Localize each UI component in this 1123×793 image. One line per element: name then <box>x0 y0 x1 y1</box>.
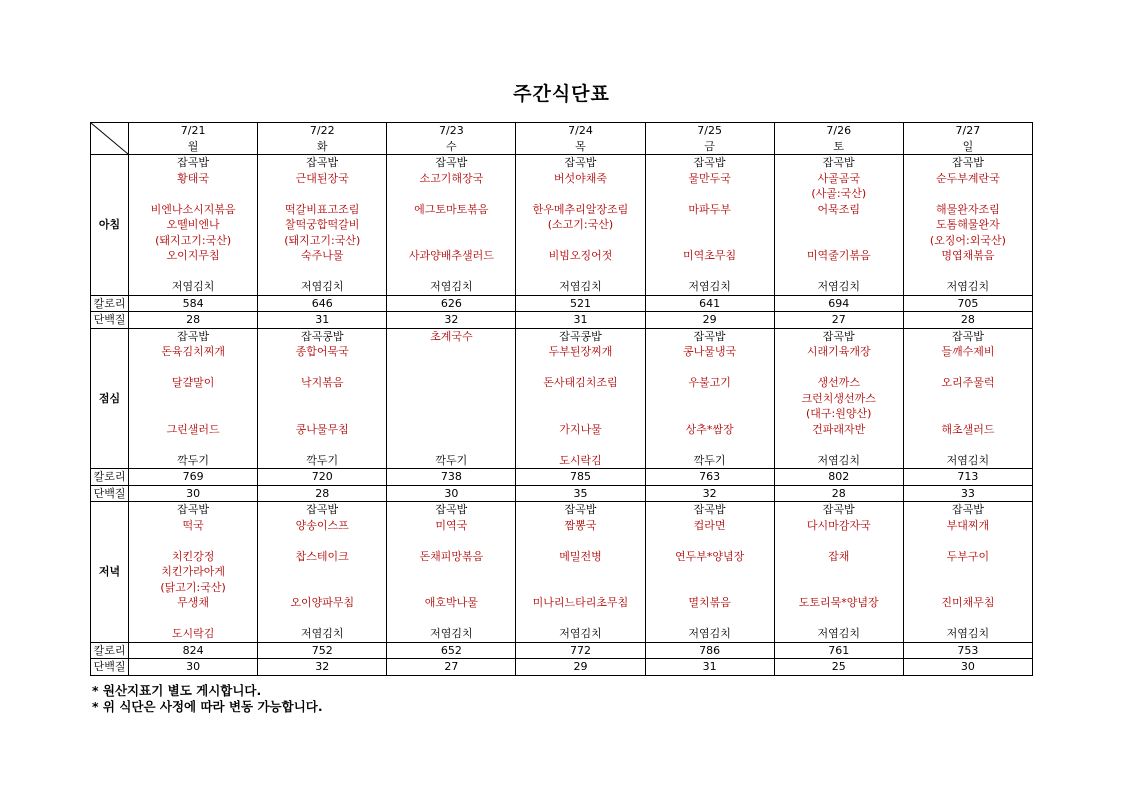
menu-item: 도시락김 <box>559 453 602 467</box>
protein-value: 32 <box>258 659 387 676</box>
menu-item <box>775 233 903 249</box>
menu-item: 근대된장국 <box>295 171 349 185</box>
menu-item <box>516 233 644 249</box>
meal-label: 점심 <box>91 328 129 469</box>
footnotes <box>92 683 323 715</box>
menu-item: 미역줄기볶음 <box>806 249 871 262</box>
menu-item: 잡곡밥 <box>435 156 468 169</box>
day-name: 일 <box>962 139 974 153</box>
menu-item: 오이양파무침 <box>290 596 355 609</box>
meal-label: 저녁 <box>91 502 129 643</box>
menu-cell <box>774 155 903 296</box>
day-date: 7/22 <box>309 124 335 137</box>
menu-item: (사골:국산) <box>811 187 867 200</box>
menu-item: 순두부계란국 <box>936 171 1000 185</box>
menu-item: 잡곡밥 <box>564 156 597 169</box>
menu-item <box>516 186 644 202</box>
menu-cell <box>258 328 387 469</box>
menu-item: 저염김치 <box>946 627 990 640</box>
protein-value: 35 <box>516 485 645 502</box>
menu-item <box>646 391 774 407</box>
menu-item: 물만두국 <box>688 171 731 185</box>
menu-item: 돈채피망볶음 <box>419 549 484 563</box>
calorie-value: 720 <box>258 469 387 486</box>
menu-item: (소고기:국산) <box>547 218 614 231</box>
menu-item <box>258 186 386 202</box>
menu-item: 멸치볶음 <box>688 596 731 609</box>
calorie-row <box>91 469 1033 486</box>
menu-item <box>258 406 386 422</box>
menu-item <box>904 437 1032 453</box>
day-header <box>774 123 903 155</box>
menu-item: 잡곡밥 <box>822 156 855 169</box>
protein-value: 29 <box>645 312 774 329</box>
menu-cell <box>903 155 1032 296</box>
menu-item <box>904 533 1032 549</box>
calorie-value: 738 <box>387 469 516 486</box>
menu-item: 저염김치 <box>300 627 344 640</box>
menu-cell <box>774 502 903 643</box>
menu-item: 생선까스 <box>817 376 860 389</box>
menu-item: 해물완자조림 <box>936 202 1000 216</box>
menu-item: 오뗄비엔나 <box>166 218 220 231</box>
calorie-value: 802 <box>774 469 903 486</box>
calorie-value: 786 <box>645 642 774 659</box>
menu-item <box>646 437 774 453</box>
menu-item: 두부구이 <box>946 549 990 563</box>
meal-row <box>91 502 1033 643</box>
menu-item: 오이지무침 <box>166 249 220 262</box>
menu-item <box>775 264 903 280</box>
menu-item <box>516 360 644 376</box>
menu-item: 돈사태김치조림 <box>543 376 618 389</box>
menu-item: 저염김치 <box>688 627 731 640</box>
menu-item: (돼지고기:국산) <box>284 233 361 247</box>
menu-item: 우불고기 <box>688 376 731 389</box>
corner-cell <box>91 123 129 155</box>
menu-item: 깍두기 <box>435 453 468 467</box>
menu-item <box>904 360 1032 376</box>
protein-value: 32 <box>645 485 774 502</box>
menu-item: 미역초무침 <box>683 249 737 262</box>
calorie-value: 521 <box>516 295 645 312</box>
menu-item <box>387 611 515 627</box>
menu-item: 그린샐러드 <box>166 422 220 436</box>
day-header <box>258 123 387 155</box>
calorie-label: 칼로리 <box>91 469 129 486</box>
protein-label: 단백질 <box>91 659 129 676</box>
menu-item: 도시락김 <box>171 627 215 640</box>
menu-item: 두부된장찌개 <box>548 345 613 358</box>
calorie-value: 694 <box>774 295 903 312</box>
menu-item: 무생채 <box>177 596 210 609</box>
menu-item: 찹스테이크 <box>295 549 349 563</box>
menu-item: 연두부*양념장 <box>674 549 745 563</box>
menu-item: 건파래자반 <box>812 422 866 436</box>
menu-item: 깍두기 <box>306 453 339 467</box>
menu-item: 잡곡밥 <box>951 503 984 516</box>
menu-item: 잡곡밥 <box>693 503 726 516</box>
protein-value: 33 <box>903 485 1032 502</box>
menu-item <box>646 611 774 627</box>
menu-cell <box>387 502 516 643</box>
protein-value: 27 <box>774 312 903 329</box>
menu-item: (대구:원양산) <box>806 407 872 420</box>
protein-row <box>91 312 1033 329</box>
menu-item <box>129 264 257 280</box>
page-title: 주간식단표 <box>513 83 610 105</box>
calorie-value: 705 <box>903 295 1032 312</box>
menu-item <box>258 533 386 549</box>
protein-value: 28 <box>903 312 1032 329</box>
menu-item <box>646 264 774 280</box>
menu-cell <box>387 328 516 469</box>
day-header <box>387 123 516 155</box>
menu-cell <box>129 502 258 643</box>
menu-item: (돼지고기:국산) <box>155 233 232 247</box>
protein-value: 25 <box>774 659 903 676</box>
day-header <box>129 123 258 155</box>
menu-item <box>904 564 1032 580</box>
menu-item: 달걀말이 <box>171 376 215 389</box>
menu-item <box>516 264 644 280</box>
meal-row <box>91 155 1033 296</box>
menu-item: 콩나물무침 <box>295 422 349 436</box>
menu-item: 떡국 <box>182 518 204 532</box>
menu-item: 잡곡밥 <box>177 503 210 516</box>
menu-item: 황태국 <box>177 171 210 185</box>
footnote-origin: * 원산지표기 별도 게시합니다. <box>92 683 262 698</box>
day-name: 수 <box>446 139 457 153</box>
menu-item <box>129 391 257 407</box>
menu-item <box>516 391 644 407</box>
day-header <box>903 123 1032 155</box>
menu-item <box>387 375 515 391</box>
menu-item: 저염김치 <box>946 453 990 467</box>
menu-item <box>646 564 774 580</box>
menu-item: 잡채 <box>828 549 850 563</box>
menu-item: 저염김치 <box>817 280 860 293</box>
calorie-value: 626 <box>387 295 516 312</box>
menu-item <box>129 360 257 376</box>
day-header <box>516 123 645 155</box>
menu-item <box>258 564 386 580</box>
menu-item: 들깨수제비 <box>941 345 995 358</box>
menu-cell <box>903 328 1032 469</box>
menu-item <box>387 233 515 249</box>
protein-label: 단백질 <box>91 312 129 329</box>
menu-item <box>646 533 774 549</box>
calorie-value: 769 <box>129 469 258 486</box>
menu-item: 비빔오징어젓 <box>548 249 613 262</box>
protein-row <box>91 659 1033 676</box>
menu-item <box>904 611 1032 627</box>
menu-item: 잡곡밥 <box>951 329 984 343</box>
day-name: 화 <box>316 139 328 153</box>
menu-item: 잡곡밥 <box>177 156 210 169</box>
menu-item: 버섯야채죽 <box>553 171 608 185</box>
menu-cell <box>516 328 645 469</box>
menu-item: 오리주물럭 <box>941 376 995 389</box>
calorie-value: 763 <box>645 469 774 486</box>
menu-item: 비엔나소시지볶음 <box>150 202 236 216</box>
meal-label: 아침 <box>91 155 129 296</box>
menu-item <box>387 422 515 438</box>
menu-item <box>646 186 774 202</box>
menu-item: 잡곡밥 <box>951 156 984 169</box>
calorie-value: 785 <box>516 469 645 486</box>
menu-item <box>775 437 903 453</box>
menu-item <box>516 580 644 596</box>
menu-item: 깍두기 <box>177 453 210 467</box>
menu-item: 저염김치 <box>559 627 602 640</box>
menu-item <box>258 391 386 407</box>
meal-row <box>91 328 1033 469</box>
menu-item: 어묵조림 <box>817 202 860 216</box>
protein-value: 30 <box>129 485 258 502</box>
menu-item <box>646 406 774 422</box>
calorie-label: 칼로리 <box>91 295 129 312</box>
menu-item <box>387 186 515 202</box>
calorie-value: 761 <box>774 642 903 659</box>
menu-item: (오징어:외국산) <box>929 233 1006 247</box>
menu-item: 잡곡밥 <box>306 503 339 516</box>
day-name: 토 <box>833 139 845 153</box>
day-date: 7/27 <box>955 124 981 137</box>
menu-item: 다시마감자국 <box>806 518 871 532</box>
menu-item <box>775 564 903 580</box>
menu-item: 에그토마토볶음 <box>414 202 489 216</box>
protein-value: 31 <box>258 312 387 329</box>
menu-item: 가지나물 <box>559 422 602 436</box>
menu-item: 도톰해물완자 <box>936 218 1000 231</box>
menu-item <box>646 217 774 233</box>
menu-cell <box>645 155 774 296</box>
calorie-label: 칼로리 <box>91 642 129 659</box>
menu-item <box>775 360 903 376</box>
day-date: 7/26 <box>826 124 852 137</box>
calorie-value: 713 <box>903 469 1032 486</box>
day-date: 7/24 <box>568 124 593 137</box>
protein-value: 29 <box>516 659 645 676</box>
protein-value: 28 <box>129 312 258 329</box>
menu-item: 잡곡콩밥 <box>300 329 344 343</box>
menu-item <box>775 533 903 549</box>
menu-item: 잡곡밥 <box>822 503 855 516</box>
menu-item <box>516 564 644 580</box>
menu-cell <box>516 502 645 643</box>
protein-label: 단백질 <box>91 485 129 502</box>
menu-item <box>258 264 386 280</box>
menu-item <box>516 533 644 549</box>
menu-item: 마파두부 <box>688 202 731 216</box>
calorie-value: 584 <box>129 295 258 312</box>
menu-item <box>904 391 1032 407</box>
menu-item <box>387 437 515 453</box>
menu-item <box>387 360 515 376</box>
menu-item <box>129 406 257 422</box>
menu-item: 콩나물냉국 <box>683 345 737 358</box>
menu-item <box>129 437 257 453</box>
day-date: 7/23 <box>438 124 464 137</box>
menu-item <box>775 217 903 233</box>
protein-value: 32 <box>387 312 516 329</box>
day-name: 월 <box>187 139 199 153</box>
menu-item <box>387 391 515 407</box>
menu-item: 저염김치 <box>817 627 860 640</box>
calorie-value: 753 <box>903 642 1032 659</box>
menu-item: 떡갈비표고조림 <box>285 202 360 216</box>
menu-cell <box>903 502 1032 643</box>
menu-item <box>387 344 515 360</box>
protein-value: 28 <box>774 485 903 502</box>
calorie-value: 772 <box>516 642 645 659</box>
calorie-row <box>91 642 1033 659</box>
menu-item: 치킨강정 <box>171 549 215 563</box>
menu-item: 사과양배추샐러드 <box>408 249 494 262</box>
day-name: 금 <box>704 139 715 153</box>
protein-value: 31 <box>645 659 774 676</box>
menu-item <box>258 360 386 376</box>
menu-item <box>387 406 515 422</box>
menu-cell <box>645 328 774 469</box>
calorie-value: 646 <box>258 295 387 312</box>
menu-cell <box>258 502 387 643</box>
menu-item: (닭고기:국산) <box>160 580 226 594</box>
day-date: 7/25 <box>697 124 722 137</box>
day-name: 목 <box>575 139 586 153</box>
menu-cell <box>258 155 387 296</box>
diagonal-divider <box>91 123 128 154</box>
protein-value: 31 <box>516 312 645 329</box>
protein-value: 30 <box>129 659 258 676</box>
menu-item: 소고기해장국 <box>419 171 484 185</box>
day-header <box>645 123 774 155</box>
menu-item <box>387 533 515 549</box>
menu-item: 돈육김치찌개 <box>161 345 225 358</box>
menu-cell <box>774 328 903 469</box>
weekly-menu-table <box>90 122 1033 676</box>
day-date: 7/21 <box>180 124 206 137</box>
menu-item: 깍두기 <box>693 453 726 467</box>
menu-item <box>387 564 515 580</box>
menu-item <box>516 611 644 627</box>
menu-cell <box>129 328 258 469</box>
menu-item: 사골곰국 <box>817 171 860 185</box>
menu-item: 초계국수 <box>430 329 473 343</box>
menu-item: 잡곡밥 <box>693 329 726 343</box>
menu-item: 진미채무침 <box>941 596 995 609</box>
protein-value: 27 <box>387 659 516 676</box>
menu-item: 저염김치 <box>171 280 215 293</box>
menu-item: 해초샐러드 <box>941 422 995 436</box>
menu-item: 시래기육개장 <box>806 345 871 358</box>
menu-item <box>258 580 386 596</box>
menu-item: 종합어묵국 <box>295 345 349 358</box>
menu-item: 짬뽕국 <box>564 518 597 532</box>
menu-item <box>646 360 774 376</box>
menu-item: 잡곡밥 <box>693 156 726 169</box>
menu-item <box>775 611 903 627</box>
calorie-value: 824 <box>129 642 258 659</box>
menu-item: 저염김치 <box>946 280 990 293</box>
menu-item <box>258 437 386 453</box>
menu-item: 상추*쌈장 <box>685 422 734 436</box>
calorie-row <box>91 295 1033 312</box>
protein-value: 30 <box>387 485 516 502</box>
menu-item: 명엽채볶음 <box>941 249 995 262</box>
menu-item <box>646 580 774 596</box>
menu-item <box>516 406 644 422</box>
menu-item: 저염김치 <box>559 280 602 293</box>
menu-item: 한우메추리알장조림 <box>532 202 629 216</box>
menu-cell <box>516 155 645 296</box>
menu-item <box>258 611 386 627</box>
menu-item: 도토리묵*양념장 <box>798 596 879 609</box>
menu-item: 저염김치 <box>430 280 473 293</box>
menu-item: 잡곡밥 <box>822 329 855 343</box>
menu-item: 치킨가라아게 <box>161 565 225 578</box>
menu-item: 부대찌개 <box>946 518 990 532</box>
menu-item <box>387 217 515 233</box>
menu-item: 크런치생선까스 <box>801 391 876 405</box>
menu-cell <box>645 502 774 643</box>
menu-item <box>387 264 515 280</box>
menu-item: 저염김치 <box>688 280 731 293</box>
menu-item: 컵라면 <box>693 518 726 532</box>
menu-item: 미나리느타리초무침 <box>532 596 629 609</box>
menu-item <box>129 533 257 549</box>
menu-item: 저염김치 <box>430 627 473 640</box>
menu-item: 양송이스프 <box>295 518 349 532</box>
menu-item: 숙주나물 <box>300 249 344 262</box>
calorie-value: 652 <box>387 642 516 659</box>
menu-item: 미역국 <box>435 518 468 532</box>
protein-value: 28 <box>258 485 387 502</box>
menu-item <box>387 580 515 596</box>
menu-item <box>516 437 644 453</box>
menu-item <box>646 233 774 249</box>
menu-item: 애호박나물 <box>424 596 478 609</box>
menu-item: 찰떡궁합떡갈비 <box>285 218 360 231</box>
menu-cell <box>129 155 258 296</box>
menu-item: 잡곡밥 <box>435 503 468 516</box>
menu-item <box>904 264 1032 280</box>
menu-item: 잡곡콩밥 <box>559 329 602 343</box>
menu-item <box>129 186 257 202</box>
menu-item <box>904 406 1032 422</box>
menu-item: 낙지볶음 <box>300 376 344 389</box>
menu-item <box>129 611 257 627</box>
menu-cell <box>387 155 516 296</box>
calorie-value: 641 <box>645 295 774 312</box>
menu-item: 잡곡밥 <box>177 329 210 343</box>
menu-item <box>904 186 1032 202</box>
protein-row <box>91 485 1033 502</box>
menu-item: 잡곡밥 <box>564 503 597 516</box>
protein-value: 30 <box>903 659 1032 676</box>
header-row <box>91 123 1033 155</box>
menu-item <box>775 580 903 596</box>
menu-item: 저염김치 <box>817 453 860 467</box>
menu-item <box>904 580 1032 596</box>
menu-item: 저염김치 <box>300 280 344 293</box>
calorie-value: 752 <box>258 642 387 659</box>
menu-item: 잡곡밥 <box>306 156 339 169</box>
footnote-change: * 위 식단은 사정에 따라 변동 가능합니다. <box>92 699 323 714</box>
menu-item: 메밀전병 <box>559 549 602 563</box>
